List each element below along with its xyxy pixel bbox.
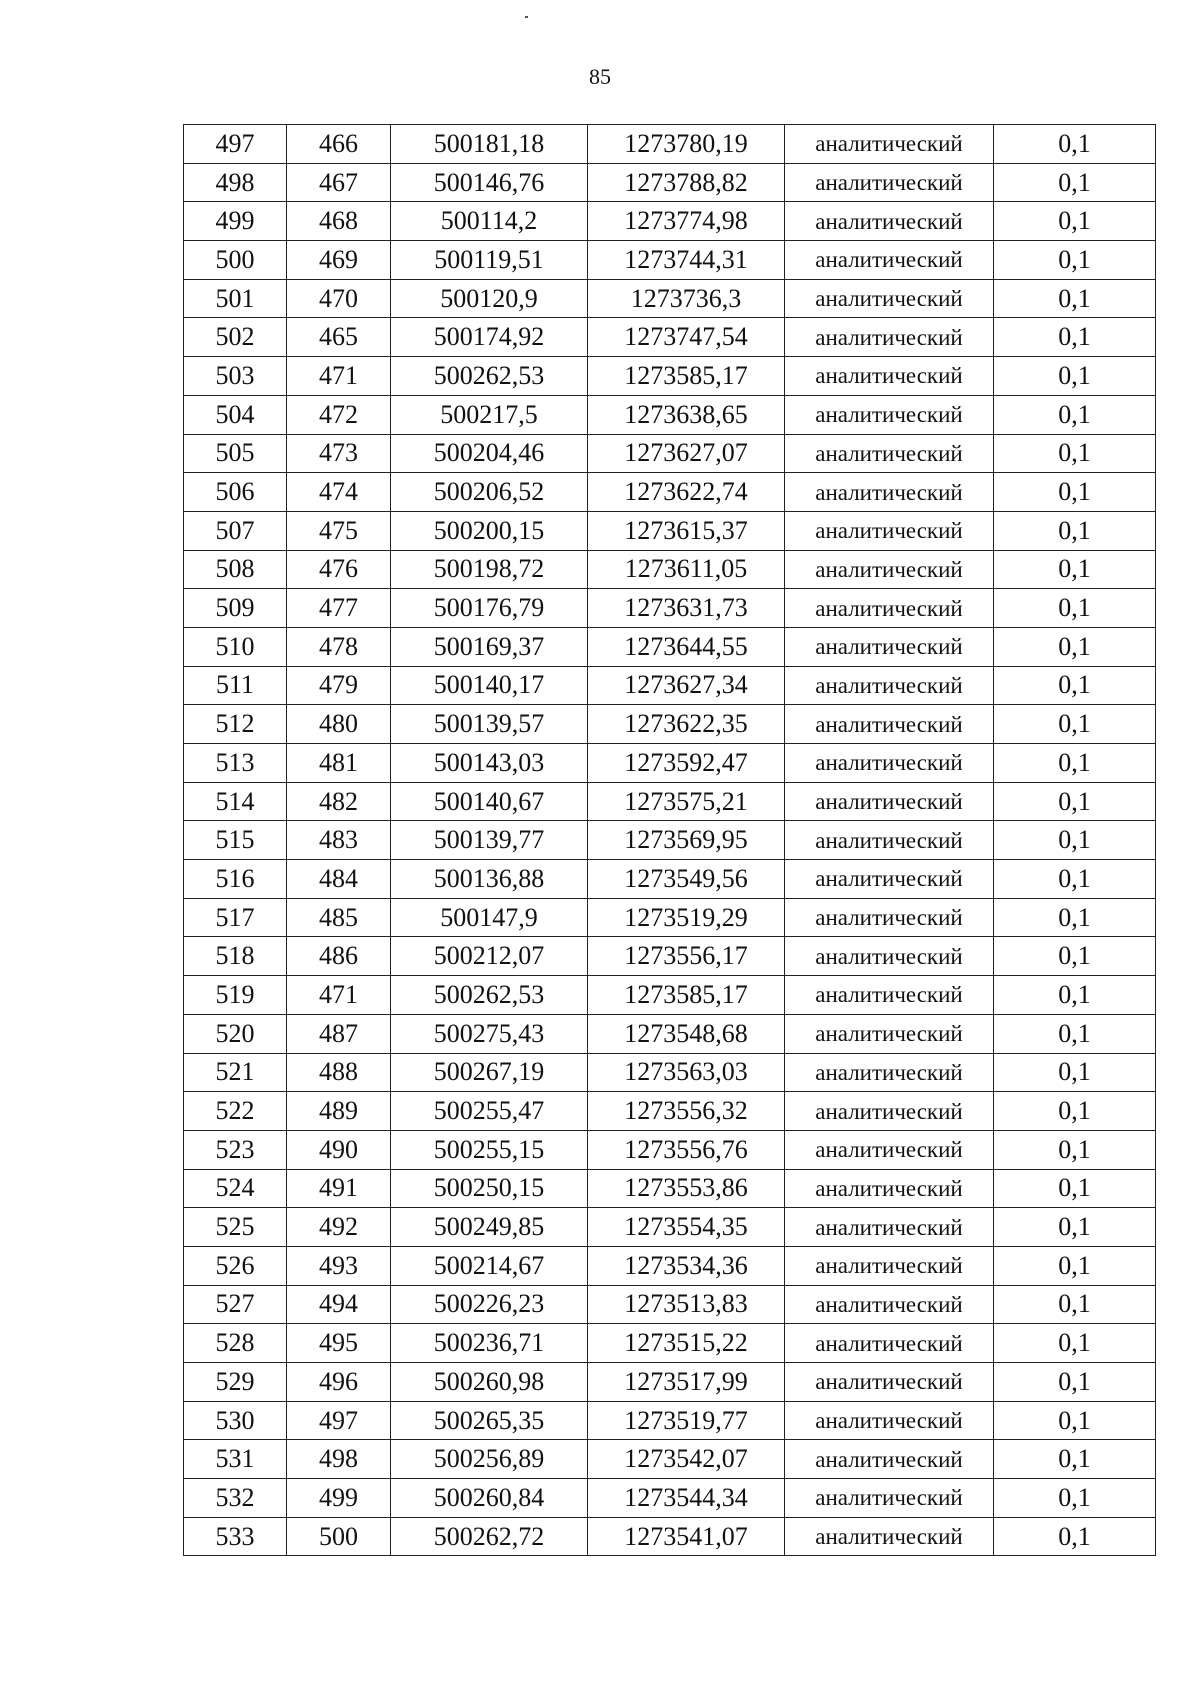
y-coordinate-cell: 1273585,17 [588, 357, 785, 396]
x-coordinate-cell: 500262,53 [391, 357, 588, 396]
table-row [184, 1130, 1156, 1169]
point-number-cell: 484 [287, 860, 391, 899]
method-cell: аналитический [785, 898, 994, 937]
y-coordinate-cell: 1273554,35 [588, 1208, 785, 1247]
coordinates-table [183, 124, 1156, 1556]
method-cell: аналитический [785, 782, 994, 821]
x-coordinate-cell: 500214,67 [391, 1246, 588, 1285]
accuracy-cell: 0,1 [994, 782, 1156, 821]
row-number-cell: 497 [184, 125, 287, 164]
y-coordinate-cell: 1273519,29 [588, 898, 785, 937]
accuracy-cell: 0,1 [994, 1169, 1156, 1208]
table-row [184, 1401, 1156, 1440]
accuracy-cell: 0,1 [994, 937, 1156, 976]
x-coordinate-cell: 500136,88 [391, 860, 588, 899]
x-coordinate-cell: 500140,17 [391, 666, 588, 705]
y-coordinate-cell: 1273569,95 [588, 821, 785, 860]
method-cell: аналитический [785, 241, 994, 280]
row-number-cell: 500 [184, 241, 287, 280]
table-row [184, 163, 1156, 202]
accuracy-cell: 0,1 [994, 125, 1156, 164]
table-row [184, 666, 1156, 705]
y-coordinate-cell: 1273744,31 [588, 241, 785, 280]
row-number-cell: 525 [184, 1208, 287, 1247]
table-row [184, 744, 1156, 783]
y-coordinate-cell: 1273548,68 [588, 1014, 785, 1053]
y-coordinate-cell: 1273575,21 [588, 782, 785, 821]
y-coordinate-cell: 1273747,54 [588, 318, 785, 357]
x-coordinate-cell: 500267,19 [391, 1053, 588, 1092]
point-number-cell: 494 [287, 1285, 391, 1324]
table-row [184, 1014, 1156, 1053]
row-number-cell: 529 [184, 1363, 287, 1402]
accuracy-cell: 0,1 [994, 898, 1156, 937]
accuracy-cell: 0,1 [994, 1130, 1156, 1169]
accuracy-cell: 0,1 [994, 318, 1156, 357]
x-coordinate-cell: 500255,47 [391, 1092, 588, 1131]
table-row [184, 860, 1156, 899]
accuracy-cell: 0,1 [994, 1517, 1156, 1556]
table-row [184, 1053, 1156, 1092]
y-coordinate-cell: 1273611,05 [588, 550, 785, 589]
y-coordinate-cell: 1273631,73 [588, 589, 785, 628]
table-row [184, 627, 1156, 666]
row-number-cell: 532 [184, 1479, 287, 1518]
accuracy-cell: 0,1 [994, 705, 1156, 744]
coordinates-table-body [184, 125, 1156, 1556]
point-number-cell: 483 [287, 821, 391, 860]
y-coordinate-cell: 1273622,74 [588, 473, 785, 512]
accuracy-cell: 0,1 [994, 357, 1156, 396]
table-row [184, 1092, 1156, 1131]
y-coordinate-cell: 1273541,07 [588, 1517, 785, 1556]
table-row [184, 1440, 1156, 1479]
point-number-cell: 473 [287, 434, 391, 473]
point-number-cell: 469 [287, 241, 391, 280]
method-cell: аналитический [785, 163, 994, 202]
row-number-cell: 499 [184, 202, 287, 241]
y-coordinate-cell: 1273542,07 [588, 1440, 785, 1479]
x-coordinate-cell: 500198,72 [391, 550, 588, 589]
y-coordinate-cell: 1273627,07 [588, 434, 785, 473]
method-cell: аналитический [785, 1208, 994, 1247]
row-number-cell: 506 [184, 473, 287, 512]
table-row [184, 1208, 1156, 1247]
row-number-cell: 528 [184, 1324, 287, 1363]
table-row [184, 1324, 1156, 1363]
accuracy-cell: 0,1 [994, 1324, 1156, 1363]
x-coordinate-cell: 500200,15 [391, 511, 588, 550]
method-cell: аналитический [785, 202, 994, 241]
x-coordinate-cell: 500260,98 [391, 1363, 588, 1402]
accuracy-cell: 0,1 [994, 860, 1156, 899]
y-coordinate-cell: 1273517,99 [588, 1363, 785, 1402]
table-row [184, 125, 1156, 164]
method-cell: аналитический [785, 1363, 994, 1402]
x-coordinate-cell: 500255,15 [391, 1130, 588, 1169]
accuracy-cell: 0,1 [994, 473, 1156, 512]
table-row [184, 511, 1156, 550]
table-row [184, 705, 1156, 744]
method-cell: аналитический [785, 550, 994, 589]
accuracy-cell: 0,1 [994, 1363, 1156, 1402]
table-row [184, 1285, 1156, 1324]
table-row [184, 357, 1156, 396]
x-coordinate-cell: 500260,84 [391, 1479, 588, 1518]
x-coordinate-cell: 500217,5 [391, 395, 588, 434]
y-coordinate-cell: 1273774,98 [588, 202, 785, 241]
x-coordinate-cell: 500204,46 [391, 434, 588, 473]
x-coordinate-cell: 500114,2 [391, 202, 588, 241]
y-coordinate-cell: 1273513,83 [588, 1285, 785, 1324]
method-cell: аналитический [785, 357, 994, 396]
method-cell: аналитический [785, 1324, 994, 1363]
row-number-cell: 522 [184, 1092, 287, 1131]
x-coordinate-cell: 500119,51 [391, 241, 588, 280]
table-row [184, 782, 1156, 821]
point-number-cell: 491 [287, 1169, 391, 1208]
row-number-cell: 504 [184, 395, 287, 434]
method-cell: аналитический [785, 666, 994, 705]
y-coordinate-cell: 1273556,76 [588, 1130, 785, 1169]
point-number-cell: 472 [287, 395, 391, 434]
method-cell: аналитический [785, 1285, 994, 1324]
row-number-cell: 498 [184, 163, 287, 202]
row-number-cell: 503 [184, 357, 287, 396]
table-row [184, 1169, 1156, 1208]
table-row [184, 1479, 1156, 1518]
accuracy-cell: 0,1 [994, 744, 1156, 783]
row-number-cell: 526 [184, 1246, 287, 1285]
method-cell: аналитический [785, 1479, 994, 1518]
method-cell: аналитический [785, 1169, 994, 1208]
y-coordinate-cell: 1273788,82 [588, 163, 785, 202]
point-number-cell: 488 [287, 1053, 391, 1092]
accuracy-cell: 0,1 [994, 163, 1156, 202]
accuracy-cell: 0,1 [994, 666, 1156, 705]
accuracy-cell: 0,1 [994, 1440, 1156, 1479]
accuracy-cell: 0,1 [994, 1479, 1156, 1518]
point-number-cell: 465 [287, 318, 391, 357]
method-cell: аналитический [785, 821, 994, 860]
row-number-cell: 530 [184, 1401, 287, 1440]
method-cell: аналитический [785, 473, 994, 512]
y-coordinate-cell: 1273622,35 [588, 705, 785, 744]
x-coordinate-cell: 500212,07 [391, 937, 588, 976]
point-number-cell: 481 [287, 744, 391, 783]
row-number-cell: 521 [184, 1053, 287, 1092]
accuracy-cell: 0,1 [994, 1092, 1156, 1131]
point-number-cell: 477 [287, 589, 391, 628]
table-row [184, 976, 1156, 1015]
table-row [184, 241, 1156, 280]
table-row [184, 898, 1156, 937]
accuracy-cell: 0,1 [994, 1053, 1156, 1092]
point-number-cell: 478 [287, 627, 391, 666]
x-coordinate-cell: 500262,53 [391, 976, 588, 1015]
x-coordinate-cell: 500147,9 [391, 898, 588, 937]
method-cell: аналитический [785, 589, 994, 628]
point-number-cell: 474 [287, 473, 391, 512]
x-coordinate-cell: 500120,9 [391, 279, 588, 318]
point-number-cell: 496 [287, 1363, 391, 1402]
y-coordinate-cell: 1273627,34 [588, 666, 785, 705]
page-number: 85 [589, 64, 611, 89]
table-row [184, 202, 1156, 241]
method-cell: аналитический [785, 1401, 994, 1440]
row-number-cell: 518 [184, 937, 287, 976]
y-coordinate-cell: 1273556,17 [588, 937, 785, 976]
x-coordinate-cell: 500169,37 [391, 627, 588, 666]
row-number-cell: 516 [184, 860, 287, 899]
row-number-cell: 514 [184, 782, 287, 821]
y-coordinate-cell: 1273519,77 [588, 1401, 785, 1440]
accuracy-cell: 0,1 [994, 1246, 1156, 1285]
row-number-cell: 517 [184, 898, 287, 937]
x-coordinate-cell: 500256,89 [391, 1440, 588, 1479]
point-number-cell: 486 [287, 937, 391, 976]
point-number-cell: 482 [287, 782, 391, 821]
point-number-cell: 480 [287, 705, 391, 744]
point-number-cell: 468 [287, 202, 391, 241]
point-number-cell: 471 [287, 357, 391, 396]
method-cell: аналитический [785, 1440, 994, 1479]
x-coordinate-cell: 500226,23 [391, 1285, 588, 1324]
accuracy-cell: 0,1 [994, 976, 1156, 1015]
scan-speck [525, 16, 528, 18]
method-cell: аналитический [785, 1092, 994, 1131]
table-row [184, 279, 1156, 318]
row-number-cell: 501 [184, 279, 287, 318]
x-coordinate-cell: 500143,03 [391, 744, 588, 783]
accuracy-cell: 0,1 [994, 511, 1156, 550]
accuracy-cell: 0,1 [994, 279, 1156, 318]
table-row [184, 1517, 1156, 1556]
method-cell: аналитический [785, 434, 994, 473]
row-number-cell: 511 [184, 666, 287, 705]
point-number-cell: 493 [287, 1246, 391, 1285]
point-number-cell: 471 [287, 976, 391, 1015]
x-coordinate-cell: 500249,85 [391, 1208, 588, 1247]
row-number-cell: 523 [184, 1130, 287, 1169]
y-coordinate-cell: 1273553,86 [588, 1169, 785, 1208]
accuracy-cell: 0,1 [994, 627, 1156, 666]
method-cell: аналитический [785, 1053, 994, 1092]
table-row [184, 937, 1156, 976]
x-coordinate-cell: 500181,18 [391, 125, 588, 164]
y-coordinate-cell: 1273780,19 [588, 125, 785, 164]
accuracy-cell: 0,1 [994, 395, 1156, 434]
point-number-cell: 467 [287, 163, 391, 202]
table-row [184, 473, 1156, 512]
method-cell: аналитический [785, 318, 994, 357]
x-coordinate-cell: 500176,79 [391, 589, 588, 628]
point-number-cell: 466 [287, 125, 391, 164]
method-cell: аналитический [785, 1014, 994, 1053]
y-coordinate-cell: 1273644,55 [588, 627, 785, 666]
row-number-cell: 515 [184, 821, 287, 860]
table-row [184, 318, 1156, 357]
x-coordinate-cell: 500206,52 [391, 473, 588, 512]
method-cell: аналитический [785, 1246, 994, 1285]
point-number-cell: 492 [287, 1208, 391, 1247]
x-coordinate-cell: 500140,67 [391, 782, 588, 821]
method-cell: аналитический [785, 279, 994, 318]
y-coordinate-cell: 1273534,36 [588, 1246, 785, 1285]
point-number-cell: 476 [287, 550, 391, 589]
x-coordinate-cell: 500146,76 [391, 163, 588, 202]
y-coordinate-cell: 1273563,03 [588, 1053, 785, 1092]
x-coordinate-cell: 500236,71 [391, 1324, 588, 1363]
x-coordinate-cell: 500174,92 [391, 318, 588, 357]
point-number-cell: 499 [287, 1479, 391, 1518]
row-number-cell: 505 [184, 434, 287, 473]
row-number-cell: 513 [184, 744, 287, 783]
point-number-cell: 497 [287, 1401, 391, 1440]
y-coordinate-cell: 1273544,34 [588, 1479, 785, 1518]
table-row [184, 550, 1156, 589]
row-number-cell: 533 [184, 1517, 287, 1556]
accuracy-cell: 0,1 [994, 434, 1156, 473]
accuracy-cell: 0,1 [994, 241, 1156, 280]
accuracy-cell: 0,1 [994, 1285, 1156, 1324]
y-coordinate-cell: 1273592,47 [588, 744, 785, 783]
row-number-cell: 502 [184, 318, 287, 357]
accuracy-cell: 0,1 [994, 202, 1156, 241]
method-cell: аналитический [785, 511, 994, 550]
row-number-cell: 508 [184, 550, 287, 589]
method-cell: аналитический [785, 627, 994, 666]
x-coordinate-cell: 500262,72 [391, 1517, 588, 1556]
point-number-cell: 485 [287, 898, 391, 937]
method-cell: аналитический [785, 860, 994, 899]
accuracy-cell: 0,1 [994, 1208, 1156, 1247]
y-coordinate-cell: 1273549,56 [588, 860, 785, 899]
table-row [184, 434, 1156, 473]
row-number-cell: 507 [184, 511, 287, 550]
point-number-cell: 498 [287, 1440, 391, 1479]
row-number-cell: 520 [184, 1014, 287, 1053]
point-number-cell: 487 [287, 1014, 391, 1053]
point-number-cell: 490 [287, 1130, 391, 1169]
row-number-cell: 524 [184, 1169, 287, 1208]
method-cell: аналитический [785, 937, 994, 976]
y-coordinate-cell: 1273585,17 [588, 976, 785, 1015]
y-coordinate-cell: 1273556,32 [588, 1092, 785, 1131]
method-cell: аналитический [785, 395, 994, 434]
accuracy-cell: 0,1 [994, 550, 1156, 589]
row-number-cell: 512 [184, 705, 287, 744]
point-number-cell: 479 [287, 666, 391, 705]
accuracy-cell: 0,1 [994, 589, 1156, 628]
method-cell: аналитический [785, 1517, 994, 1556]
x-coordinate-cell: 500139,57 [391, 705, 588, 744]
table-row [184, 1246, 1156, 1285]
x-coordinate-cell: 500250,15 [391, 1169, 588, 1208]
point-number-cell: 500 [287, 1517, 391, 1556]
method-cell: аналитический [785, 125, 994, 164]
point-number-cell: 495 [287, 1324, 391, 1363]
y-coordinate-cell: 1273515,22 [588, 1324, 785, 1363]
point-number-cell: 489 [287, 1092, 391, 1131]
accuracy-cell: 0,1 [994, 1014, 1156, 1053]
accuracy-cell: 0,1 [994, 821, 1156, 860]
row-number-cell: 510 [184, 627, 287, 666]
y-coordinate-cell: 1273736,3 [588, 279, 785, 318]
row-number-cell: 531 [184, 1440, 287, 1479]
row-number-cell: 519 [184, 976, 287, 1015]
row-number-cell: 527 [184, 1285, 287, 1324]
row-number-cell: 509 [184, 589, 287, 628]
x-coordinate-cell: 500265,35 [391, 1401, 588, 1440]
y-coordinate-cell: 1273638,65 [588, 395, 785, 434]
method-cell: аналитический [785, 744, 994, 783]
table-row [184, 821, 1156, 860]
y-coordinate-cell: 1273615,37 [588, 511, 785, 550]
point-number-cell: 470 [287, 279, 391, 318]
table-row [184, 1363, 1156, 1402]
method-cell: аналитический [785, 1130, 994, 1169]
method-cell: аналитический [785, 976, 994, 1015]
x-coordinate-cell: 500139,77 [391, 821, 588, 860]
point-number-cell: 475 [287, 511, 391, 550]
x-coordinate-cell: 500275,43 [391, 1014, 588, 1053]
table-row [184, 589, 1156, 628]
accuracy-cell: 0,1 [994, 1401, 1156, 1440]
table-row [184, 395, 1156, 434]
method-cell: аналитический [785, 705, 994, 744]
